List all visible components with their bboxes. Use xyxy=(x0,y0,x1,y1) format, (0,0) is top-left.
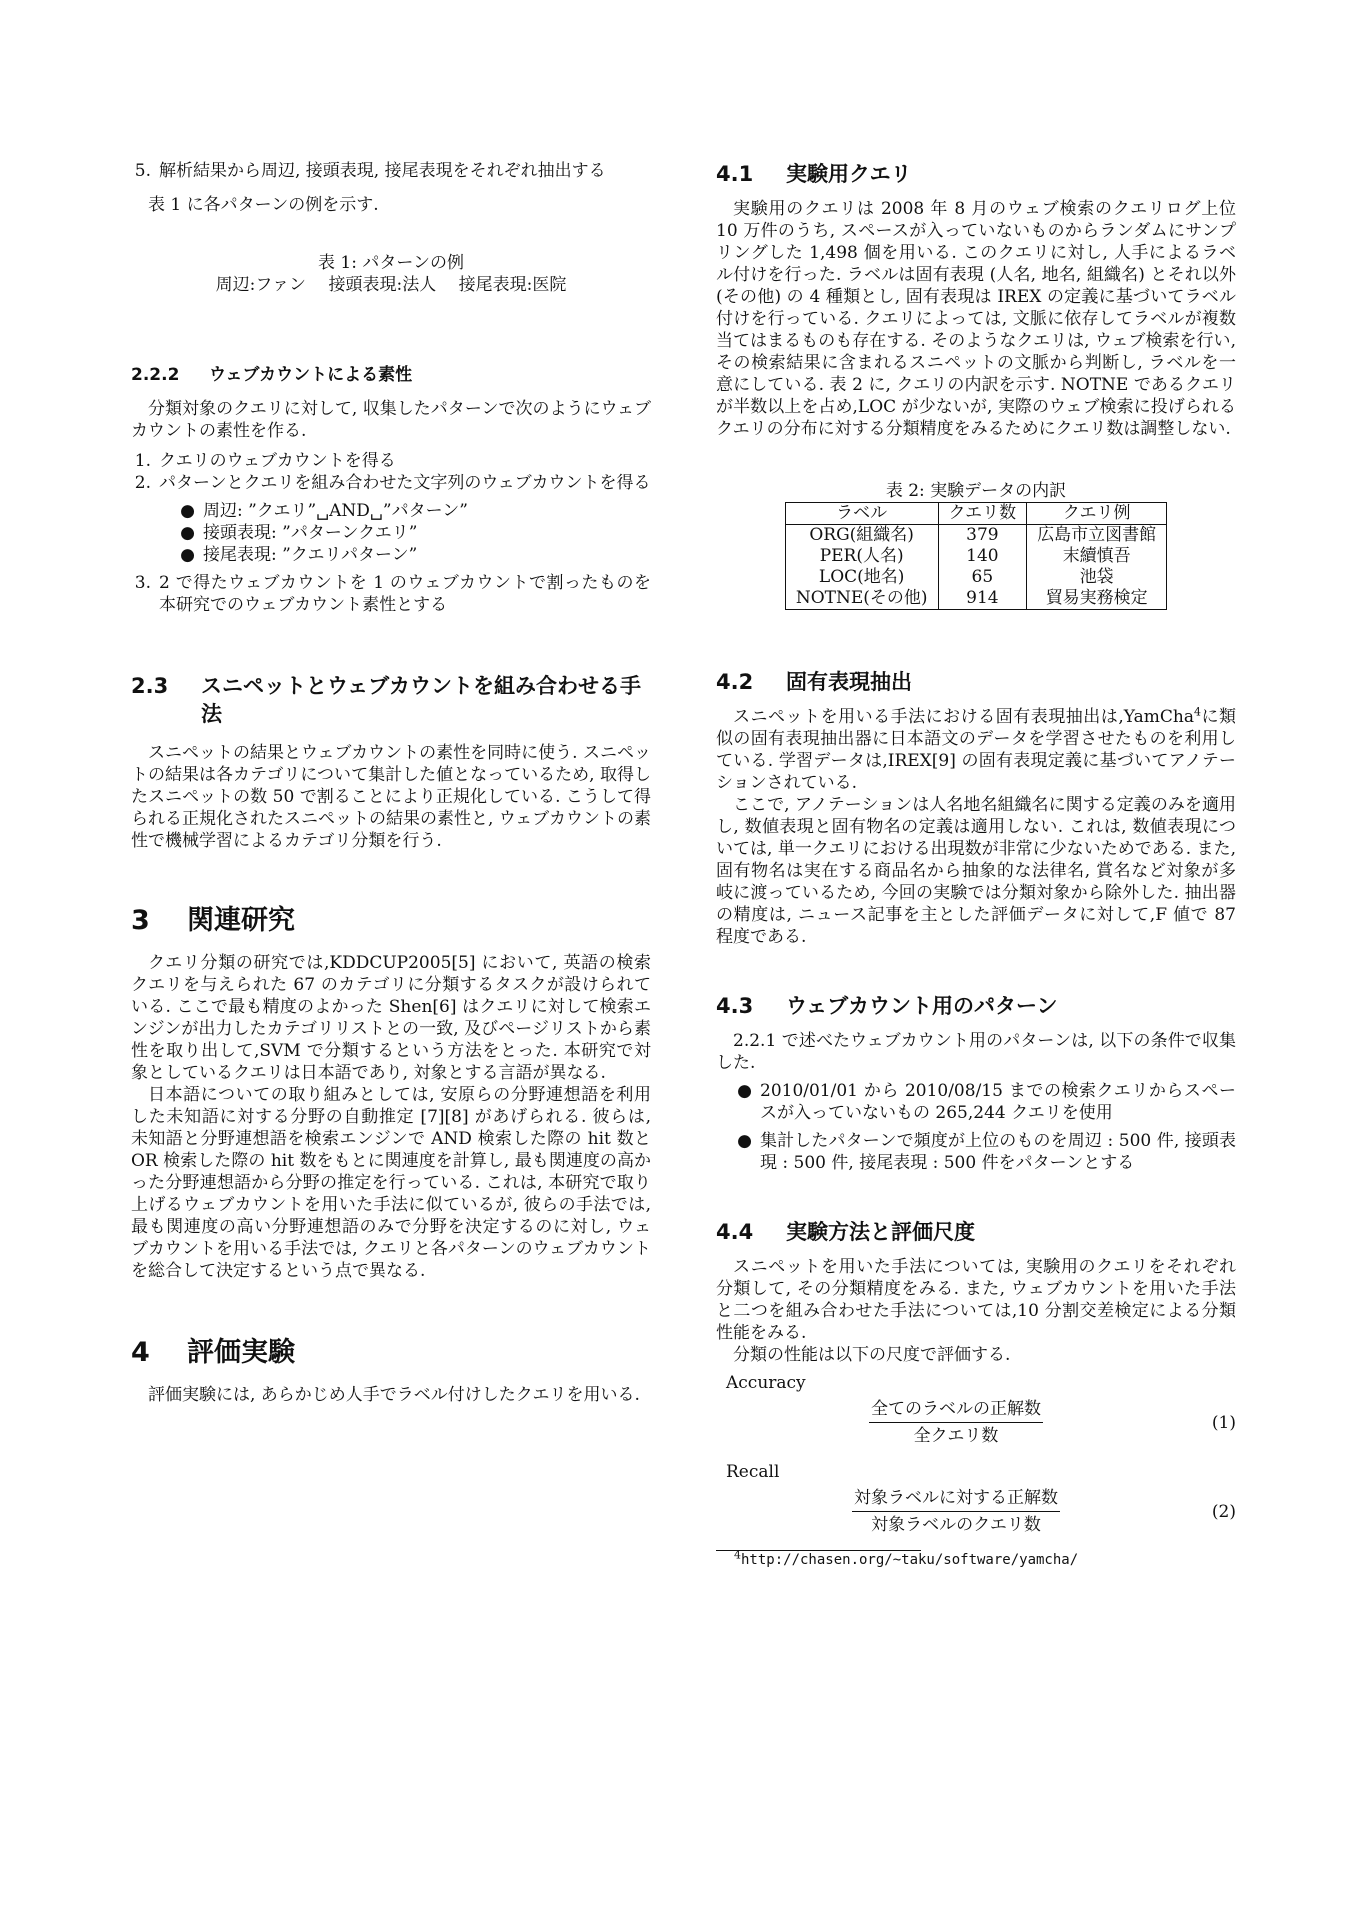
list-text: 解析結果から周辺, 接頭表現, 接尾表現をそれぞれ抽出する xyxy=(159,161,606,181)
column-header: クエリ数 xyxy=(938,503,1027,525)
section-title: ウェブカウントによる素性 xyxy=(209,365,413,385)
list-text: 周辺: ”クエリ”␣AND␣”パターン” xyxy=(203,501,468,521)
footnote-url[interactable]: http://chasen.org/~taku/software/yamcha/ xyxy=(741,1552,1079,1568)
table-row xyxy=(785,567,1166,588)
section-4-paragraph: 評価実験には, あらかじめ人手でラベル付けしたクエリを用いる. xyxy=(148,1385,640,1405)
equation-2 xyxy=(716,1487,1236,1536)
column-header: ラベル xyxy=(785,503,938,525)
list-text: 接尾表現: ”クエリパターン” xyxy=(203,545,418,565)
section-4-heading xyxy=(131,1336,651,1370)
table-cell: ORG(組織名) xyxy=(785,525,938,547)
list-item xyxy=(716,1080,1236,1124)
fraction xyxy=(716,1398,1196,1447)
section-3-paragraph-2: 日本語についての取り組みとしては, 安原らの分野連想語を利用した未知語に対する分野の自動推定 [7][8] があげられる. 彼らは, 未知語と分野連想語を検索エンジンで AND 検索した際の hit 数と OR 検索した際の hit 数をもとに関連度を計算し, 最も関連度の高かった分野連想語から分野の推定を行っている. これは, 本研究で取り上げるウェブカウントを用いた手法に似ているが, 彼らの手法では, 最も関連度の高い分野連想語のみで分野を決定するのに対し, ウェブカウントを用いる手法では, クエリと各パターンのウェブカウントを総合して決定するという点で異なる. xyxy=(131,1085,651,1281)
list-item xyxy=(131,472,651,494)
list-text: 2 で得たウェブカウントを 1 のウェブカウントで割ったものを本研究でのウェブカウント素性とする xyxy=(159,573,651,615)
left-column xyxy=(131,160,651,1406)
section-number: 2.3 xyxy=(131,674,169,698)
column-header: クエリ例 xyxy=(1027,503,1167,525)
section-2-3-heading xyxy=(131,672,651,728)
table-header-row xyxy=(785,503,1166,525)
section-2-3-paragraph: スニペットの結果とウェブカウントの素性を同時に使う. スニペットの結果は各カテゴリについて集計した値となっているため, 取得したスニペットの数 50 で割ることにより正規化している. こうして得られる正規化されたスニペットの結果の素性と, ウェブカウントの素性で機械学習によるカテゴリ分類を行う. xyxy=(131,743,651,851)
list-text: 集計したパターンで頻度が上位のものを周辺 : 500 件, 接頭表現 : 500 件, 接尾表現 : 500 件をパターンとする xyxy=(760,1131,1236,1173)
table-row xyxy=(785,588,1166,610)
footnote-mark: 4 xyxy=(1193,705,1201,719)
section-number: 4.1 xyxy=(716,162,754,186)
section-number: 4 xyxy=(131,1337,150,1368)
section-4-3-paragraph: 2.2.1 で述べたウェブカウント用のパターンは, 以下の条件で収集した. xyxy=(716,1031,1236,1073)
section-3-paragraph-1: クエリ分類の研究では,KDDCUP2005[5] において, 英語の検索クエリを与えられた 67 のカテゴリに分類するタスクが設けられている. ここで最も精度のよかった Shen[6] はクエリに対して検索エンジンが出力したカテゴリリストとの一致, 及びページリストから素性を取り出して,SVM で分類するという方法をとった. 本研究で対象としているクエリは日本語であり, 対象とする言語が異なる. xyxy=(131,953,651,1083)
table-cell: NOTNE(その他) xyxy=(785,588,938,610)
table-cell: 140 xyxy=(938,546,1027,567)
section-title: 実験用クエリ xyxy=(786,162,912,186)
bullet-icon: ● xyxy=(180,501,195,521)
list-number: 1. xyxy=(134,451,151,471)
paragraph-text: スニペットを用いる手法における固有表現抽出は,YamCha xyxy=(733,707,1194,727)
section-title: 関連研究 xyxy=(187,905,295,936)
section-title: 実験方法と評価尺度 xyxy=(786,1220,975,1244)
list-item xyxy=(131,450,651,472)
list-item xyxy=(131,522,651,544)
fraction-box xyxy=(869,1398,1043,1447)
list-text: 接頭表現: ”パターンクエリ” xyxy=(203,523,418,543)
section-4-2-paragraph-1 xyxy=(716,706,1236,794)
table-cell: 65 xyxy=(938,567,1027,588)
section-4-2-heading xyxy=(716,668,1236,696)
section-number: 2.2.2 xyxy=(131,365,180,385)
section-4-1-paragraph: 実験用のクエリは 2008 年 8 月のウェブ検索のクエリログ上位 10 万件のうち, スペースが入っていないものからランダムにサンプリングした 1,498 個を用いる. このクエリに対し, 人手によるラベル付けを行った. ラベルは固有表現 (人名, 地名, 組織名) とそれ以外 (その他) の 4 種類とし, 固有表現は IREX の定義に基づいてラベル付けを行っている. クエリによっては, 文脈に依存してラベルが複数当てはまるものも存在する. そのようなクエリは, ウェブ検索を行い, その検索結果に含まれるスニペットの文脈から判断し, ラベルを一意にしている. 表 2 に, クエリの内訳を示す. NOTNE であるクエリが半数以上を占め,LOC が少ないが, 実際のウェブ検索に投げられるクエリの分布に対する分類精度をみるためにクエリ数は調整しない. xyxy=(716,199,1236,439)
table-cell: PER(人名) xyxy=(785,546,938,567)
section-number: 3 xyxy=(131,905,150,936)
table-cell: 379 xyxy=(938,525,1027,547)
list-number: 2. xyxy=(134,473,151,493)
section-4-4-heading xyxy=(716,1218,1236,1246)
list-text: クエリのウェブカウントを得る xyxy=(159,451,396,471)
table-cell: 広島市立図書館 xyxy=(1027,525,1167,547)
section-3-heading xyxy=(131,904,651,938)
section-4-3-heading xyxy=(716,992,1236,1020)
list-item xyxy=(716,1130,1236,1174)
table-cell: 池袋 xyxy=(1027,567,1167,588)
table2-grid xyxy=(785,502,1167,610)
right-column xyxy=(716,160,1236,1569)
bullet-icon: ● xyxy=(180,523,195,543)
section-4-2-paragraph-2: ここで, アノテーションは人名地名組織名に関する定義のみを適用し, 数値表現と固有物名の定義は適用しない. これは, 数値表現については, 単一クエリにおける出現数が非常に少ないためである. また, 固有物名は実在する商品名から抽象的な法律名, 賞名など対象が多岐に渡っているため, 今回の実験では分類対象から除外した. 抽出器の精度は, ニュース記事を主とした評価データに対して,F 値で 87 程度である. xyxy=(716,795,1236,947)
fraction xyxy=(716,1487,1196,1536)
section-number: 4.3 xyxy=(716,994,754,1018)
paragraph-text: に類似の固有表現抽出器に日本語文のデータを学習させたものを利用している. 学習データは,IREX[9] の固有表現定義に基づいてアノテーションされている. xyxy=(716,707,1236,793)
footnote-mark: 4 xyxy=(734,1548,741,1562)
pattern-sublist xyxy=(131,500,651,566)
section-number: 4.2 xyxy=(716,670,754,694)
list-number: 3. xyxy=(134,573,151,593)
list-number: 5. xyxy=(134,161,151,181)
table-cell: 末續慎吾 xyxy=(1027,546,1167,567)
section-2-2-2-heading xyxy=(131,364,651,386)
list-item xyxy=(131,544,651,566)
webcount-steps-list xyxy=(131,450,651,616)
table1 xyxy=(131,252,651,296)
table-cell: 貿易実務検定 xyxy=(1027,588,1167,610)
section-title: ウェブカウント用のパターン xyxy=(786,994,1058,1018)
bullet-icon: ● xyxy=(737,1081,752,1101)
section-title: スニペットとウェブカウントを組み合わせる手法 xyxy=(201,674,641,726)
section-title: 評価実験 xyxy=(187,1337,295,1368)
list-item-5 xyxy=(131,160,651,182)
table2-caption: 表 2: 実験データの内訳 xyxy=(885,481,1067,501)
table-row xyxy=(785,525,1166,547)
list-item xyxy=(131,500,651,522)
denominator: 対象ラベルのクエリ数 xyxy=(871,1515,1041,1535)
table-cell: LOC(地名) xyxy=(785,567,938,588)
numerator: 全てのラベルの正解数 xyxy=(869,1398,1043,1423)
table1-intro: 表 1 に各パターンの例を示す. xyxy=(148,195,379,215)
section-4-1-heading xyxy=(716,160,1236,188)
table2 xyxy=(716,480,1236,610)
list-item xyxy=(131,572,651,616)
bullet-icon: ● xyxy=(180,545,195,565)
table1-row: 周辺:ファン 接頭表現:法人 接尾表現:医院 xyxy=(215,275,567,295)
section-4-4-paragraph-1: スニペットを用いた手法については, 実験用のクエリをそれぞれ分類して, その分類精度をみる. また, ウェブカウントを用いた手法と二つを組み合わせた手法については,10 分割交差検定による分類性能をみる. xyxy=(716,1257,1236,1343)
list-text: 2010/01/01 から 2010/08/15 までの検索クエリからスペースが入っていないもの 265,244 クエリを使用 xyxy=(760,1081,1236,1123)
equation-1 xyxy=(716,1398,1236,1447)
table-row xyxy=(785,546,1166,567)
denominator: 全クエリ数 xyxy=(913,1426,999,1446)
footnote xyxy=(716,1548,1236,1569)
section-number: 4.4 xyxy=(716,1220,754,1244)
list-text: パターンとクエリを組み合わせた文字列のウェブカウントを得る xyxy=(159,473,651,493)
equation-number: (1) xyxy=(1211,1412,1236,1433)
section-title: 固有表現抽出 xyxy=(786,670,912,694)
section-4-4-paragraph-2: 分類の性能は以下の尺度で評価する. xyxy=(733,1345,1011,1365)
table1-caption: 表 1: パターンの例 xyxy=(317,253,464,273)
numerator: 対象ラベルに対する正解数 xyxy=(852,1487,1060,1512)
collection-conditions-list xyxy=(716,1080,1236,1174)
equation-number: (2) xyxy=(1211,1501,1236,1522)
fraction-box xyxy=(852,1487,1060,1536)
bullet-icon: ● xyxy=(737,1131,752,1151)
equation-2-label: Recall xyxy=(726,1462,780,1482)
equation-1-label: Accuracy xyxy=(726,1373,806,1393)
section-2-2-2-paragraph: 分類対象のクエリに対して, 収集したパターンで次のようにウェブカウントの素性を作る. xyxy=(131,399,651,441)
table-cell: 914 xyxy=(938,588,1027,610)
